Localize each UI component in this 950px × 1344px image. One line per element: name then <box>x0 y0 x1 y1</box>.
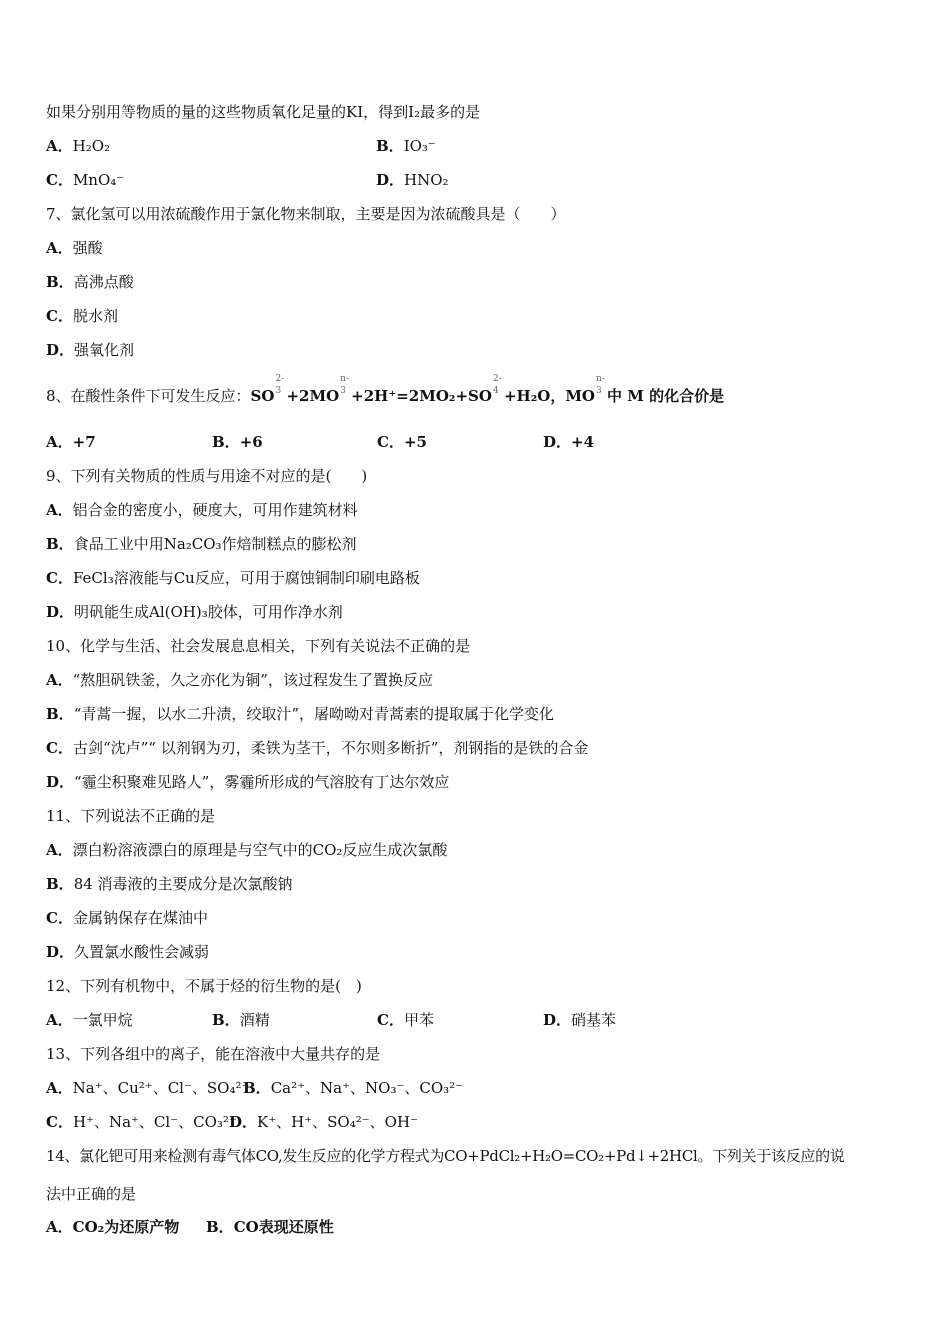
q8-ion-mark: n- 3 <box>340 374 349 396</box>
q8-eq-4: 中 M 的化合价是 <box>607 387 725 405</box>
q13-stem: 13、下列各组中的离子，能在溶液中大量共存的是 <box>46 1045 381 1063</box>
q10-option-c[interactable]: C．古剑“沈卢”“ 以剂钢为刃，柔铁为茎干，不尔则多断折”，剂钢指的是铁的合金 <box>46 739 589 757</box>
q11-option-a[interactable]: A．漂白粉溶液漂白的原理是与空气中的CO₂反应生成次氯酸 <box>46 841 448 859</box>
q8-eq-1: +2MO <box>286 387 340 405</box>
q14-stem: 14、氯化钯可用来检测有毒气体CO,发生反应的化学方程式为CO+PdCl₂+H₂O=CO₂+Pd↓+2HCl。下列关于该反应的说 <box>46 1147 845 1165</box>
q10-stem: 10、化学与生活、社会发展息息相关，下列有关说法不正确的是 <box>46 637 471 655</box>
q8-ion-mark: 2- 3 <box>275 374 285 396</box>
q7-option-c[interactable]: C．脱水剂 <box>46 307 118 325</box>
q8-eq-2: +2H⁺=2MO₂+SO <box>351 387 492 405</box>
q14-stem-continued: 法中正确的是 <box>46 1185 137 1203</box>
q14-option-b[interactable]: B．CO表现还原性 <box>206 1218 334 1236</box>
q11-option-d[interactable]: D．久置氯水酸性会减弱 <box>46 943 210 961</box>
q8-option-b[interactable]: B．+6 <box>212 433 263 451</box>
q11-stem: 11、下列说法不正确的是 <box>46 807 216 825</box>
q13-option-d[interactable]: D．K⁺、H⁺、SO₄²⁻、OH⁻ <box>229 1113 418 1131</box>
q10-option-b[interactable]: B．“青蒿一握，以水二升渍，绞取汁”，屠呦呦对青蒿素的提取属于化学变化 <box>46 705 555 723</box>
q12-option-d[interactable]: D．硝基苯 <box>543 1011 617 1029</box>
q11-option-c[interactable]: C．金属钠保存在煤油中 <box>46 909 208 927</box>
q7-option-b[interactable]: B．高沸点酸 <box>46 273 134 291</box>
q8-option-a[interactable]: A．+7 <box>46 433 96 451</box>
q12-option-c[interactable]: C．甲苯 <box>377 1011 434 1029</box>
q9-option-b[interactable]: B．食品工业中用Na₂CO₃作焙制糕点的膨松剂 <box>46 535 357 553</box>
q6-stem: 如果分别用等物质的量的这些物质氧化足量的KI，得到I₂最多的是 <box>46 103 481 121</box>
q12-option-a[interactable]: A．一氯甲烷 <box>46 1011 133 1029</box>
q14-option-a[interactable]: A．CO₂为还原产物 <box>46 1218 180 1236</box>
q11-option-b[interactable]: B．84 消毒液的主要成分是次氯酸钠 <box>46 875 293 893</box>
q6-option-c[interactable]: C．MnO₄⁻ <box>46 171 125 189</box>
q8-ion-mark: 2- 4 <box>492 374 502 396</box>
q8-prefix: 8、在酸性条件下可发生反应： <box>46 387 251 405</box>
q8-option-c[interactable]: C．+5 <box>377 433 427 451</box>
q13-option-c[interactable]: C．H⁺、Na⁺、Cl⁻、CO₃²⁻ <box>46 1113 237 1131</box>
q9-option-a[interactable]: A．铝合金的密度小，硬度大，可用作建筑材料 <box>46 501 358 519</box>
q7-option-d[interactable]: D．强氧化剂 <box>46 341 135 359</box>
q13-option-a[interactable]: A．Na⁺、Cu²⁺、Cl⁻、SO₄²⁻ <box>46 1079 250 1097</box>
q10-option-a[interactable]: A．“熬胆矾铁釜，久之亦化为铜”，该过程发生了置换反应 <box>46 671 433 689</box>
q13-option-b[interactable]: B．Ca²⁺、Na⁺、NO₃⁻、CO₃²⁻ <box>243 1079 464 1097</box>
q6-option-b[interactable]: B．IO₃⁻ <box>376 137 436 155</box>
q7-option-a[interactable]: A．强酸 <box>46 239 103 257</box>
q6-option-d[interactable]: D．HNO₂ <box>376 171 449 189</box>
q7-stem: 7、氯化氢可以用浓硫酸作用于氯化物来制取，主要是因为浓硫酸具是（ ） <box>46 205 566 223</box>
q8-ion-mark: n- 3 <box>596 374 605 396</box>
q9-option-d[interactable]: D．明矾能生成Al(OH)₃胶体，可用作净水剂 <box>46 603 343 621</box>
q12-stem: 12、下列有机物中，不属于烃的衍生物的是( ) <box>46 977 362 995</box>
q9-stem: 9、下列有关物质的性质与用途不对应的是( ) <box>46 467 368 485</box>
q8-eq-0: SO <box>250 387 275 405</box>
q12-option-b[interactable]: B．酒精 <box>212 1011 270 1029</box>
q9-option-c[interactable]: C．FeCl₃溶液能与Cu反应，可用于腐蚀铜制印刷电路板 <box>46 569 420 587</box>
q10-option-d[interactable]: D．“霾尘积聚难见路人”，雾霾所形成的气溶胶有丁达尔效应 <box>46 773 450 791</box>
q8-stem <box>46 374 725 407</box>
q8-eq-3: +H₂O，MO <box>503 387 596 405</box>
q6-option-a[interactable]: A．H₂O₂ <box>46 137 111 155</box>
q8-option-d[interactable]: D．+4 <box>543 433 595 451</box>
